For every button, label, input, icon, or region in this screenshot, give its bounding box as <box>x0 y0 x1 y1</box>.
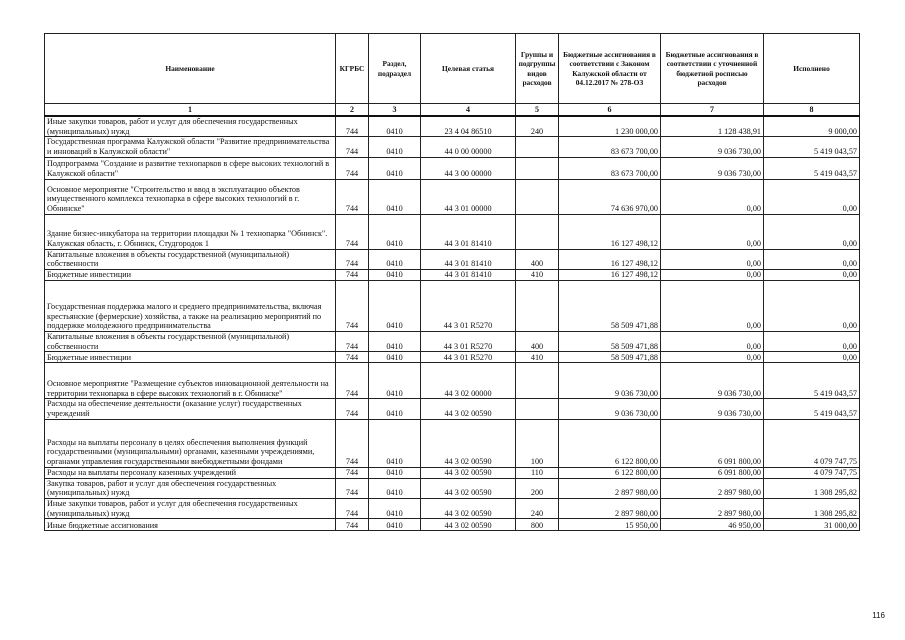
row-target-article: 44 3 01 R5270 <box>421 332 516 352</box>
row-expense-group <box>516 399 559 419</box>
row-section: 0410 <box>369 332 421 352</box>
row-executed: 0,00 <box>764 352 860 363</box>
header-row <box>45 34 860 104</box>
row-name: Иные закупки товаров, работ и услуг для обеспечения государственных (муниципальных) нужд <box>45 116 336 137</box>
row-law-allocation: 58 509 471,88 <box>559 332 661 352</box>
row-law-allocation: 15 950,00 <box>559 519 661 531</box>
budget-table <box>44 33 860 531</box>
row-target-article: 44 3 01 R5270 <box>421 352 516 363</box>
row-revised-allocation: 9 036 730,00 <box>661 363 764 399</box>
row-revised-allocation: 6 091 800,00 <box>661 419 764 467</box>
header-executed: Исполнено <box>764 34 860 104</box>
row-name: Закупка товаров, работ и услуг для обеспечения государственных (муниципальных) нужд <box>45 478 336 498</box>
row-expense-group: 400 <box>516 332 559 352</box>
row-name: Подпрограмма "Создание и развитие технопарков в сфере высоких технологий в Калужской области" <box>45 157 336 179</box>
row-expense-group <box>516 157 559 179</box>
row-name: Расходы на выплаты персоналу казенных учреждений <box>45 467 336 478</box>
row-kgrbs: 744 <box>336 281 369 332</box>
table-row <box>45 270 860 281</box>
row-executed: 9 000,00 <box>764 116 860 137</box>
row-kgrbs: 744 <box>336 363 369 399</box>
row-section: 0410 <box>369 419 421 467</box>
row-name: Капитальные вложения в объекты государственной (муниципальной) собственности <box>45 332 336 352</box>
row-target-article: 44 3 00 00000 <box>421 157 516 179</box>
row-executed: 5 419 043,57 <box>764 137 860 157</box>
row-revised-allocation: 9 036 730,00 <box>661 399 764 419</box>
row-expense-group: 110 <box>516 467 559 478</box>
table-row <box>45 363 860 399</box>
row-name: Иные бюджетные ассигнования <box>45 519 336 531</box>
row-revised-allocation: 2 897 980,00 <box>661 499 764 519</box>
row-executed: 0,00 <box>764 179 860 214</box>
row-revised-allocation: 0,00 <box>661 214 764 249</box>
header-name: Наименование <box>45 34 336 104</box>
column-number-row <box>45 104 860 117</box>
row-target-article: 44 3 02 00000 <box>421 363 516 399</box>
row-expense-group: 240 <box>516 116 559 137</box>
row-law-allocation: 2 897 980,00 <box>559 478 661 498</box>
row-executed: 5 419 043,57 <box>764 157 860 179</box>
row-section: 0410 <box>369 214 421 249</box>
row-kgrbs: 744 <box>336 478 369 498</box>
row-executed: 1 308 295,82 <box>764 499 860 519</box>
row-section: 0410 <box>369 270 421 281</box>
row-executed: 0,00 <box>764 332 860 352</box>
row-executed: 0,00 <box>764 281 860 332</box>
row-executed: 4 079 747,75 <box>764 419 860 467</box>
row-law-allocation: 9 036 730,00 <box>559 399 661 419</box>
column-number: 2 <box>336 104 369 117</box>
row-name: Здание бизнес-инкубатора на территории площадки № 1 технопарка "Обнинск". Калужская область, г. Обнинск, Студгородок 1 <box>45 214 336 249</box>
row-expense-group: 200 <box>516 478 559 498</box>
row-target-article: 44 3 01 81410 <box>421 249 516 269</box>
table-row <box>45 478 860 498</box>
table-row <box>45 249 860 269</box>
table-row <box>45 419 860 467</box>
row-kgrbs: 744 <box>336 332 369 352</box>
row-revised-allocation: 0,00 <box>661 332 764 352</box>
column-number: 3 <box>369 104 421 117</box>
row-law-allocation: 6 122 800,00 <box>559 467 661 478</box>
row-section: 0410 <box>369 352 421 363</box>
row-law-allocation: 6 122 800,00 <box>559 419 661 467</box>
row-executed: 0,00 <box>764 214 860 249</box>
row-revised-allocation: 46 950,00 <box>661 519 764 531</box>
row-law-allocation: 58 509 471,88 <box>559 352 661 363</box>
row-revised-allocation: 0,00 <box>661 352 764 363</box>
row-name: Бюджетные инвестиции <box>45 352 336 363</box>
row-name: Основное мероприятие "Строительство и ввод в эксплуатацию объектов имущественного комплекса технопарка в сфере высоких технологий в г. Обнинске" <box>45 179 336 214</box>
row-section: 0410 <box>369 281 421 332</box>
row-revised-allocation: 1 128 438,91 <box>661 116 764 137</box>
row-kgrbs: 744 <box>336 249 369 269</box>
row-name: Основное мероприятие "Размещение субъектов инновационной деятельности на территории технопарка в сфере высоких технологий в г. Обнинске" <box>45 363 336 399</box>
row-target-article: 44 3 02 00590 <box>421 399 516 419</box>
row-target-article: 44 0 00 00000 <box>421 137 516 157</box>
row-law-allocation: 2 897 980,00 <box>559 499 661 519</box>
row-name: Бюджетные инвестиции <box>45 270 336 281</box>
row-expense-group <box>516 281 559 332</box>
row-target-article: 44 3 02 00590 <box>421 467 516 478</box>
table-row <box>45 332 860 352</box>
row-executed: 1 308 295,82 <box>764 478 860 498</box>
row-target-article: 44 3 01 00000 <box>421 179 516 214</box>
row-expense-group: 100 <box>516 419 559 467</box>
row-kgrbs: 744 <box>336 399 369 419</box>
table-row <box>45 281 860 332</box>
column-number: 1 <box>45 104 336 117</box>
header-revised-allocations: Бюджетные ассигнования в соответствии с уточненной бюджетной росписью расходов <box>661 34 764 104</box>
table-row <box>45 179 860 214</box>
row-section: 0410 <box>369 363 421 399</box>
row-kgrbs: 744 <box>336 419 369 467</box>
page-number: 116 <box>872 611 885 620</box>
column-number: 5 <box>516 104 559 117</box>
row-kgrbs: 744 <box>336 270 369 281</box>
row-kgrbs: 744 <box>336 137 369 157</box>
row-target-article: 23 4 04 86510 <box>421 116 516 137</box>
row-revised-allocation: 2 897 980,00 <box>661 478 764 498</box>
row-revised-allocation: 9 036 730,00 <box>661 157 764 179</box>
row-expense-group: 410 <box>516 270 559 281</box>
row-kgrbs: 744 <box>336 467 369 478</box>
row-target-article: 44 3 02 00590 <box>421 419 516 467</box>
row-target-article: 44 3 01 81410 <box>421 214 516 249</box>
row-name: Расходы на обеспечение деятельности (оказание услуг) государственных учреждений <box>45 399 336 419</box>
row-revised-allocation: 0,00 <box>661 179 764 214</box>
row-kgrbs: 744 <box>336 157 369 179</box>
row-section: 0410 <box>369 519 421 531</box>
row-expense-group: 410 <box>516 352 559 363</box>
header-law-allocations: Бюджетные ассигнования в соответствии с Законом Калужской области от 04.12.2017 № 278-ОЗ <box>559 34 661 104</box>
row-target-article: 44 3 02 00590 <box>421 499 516 519</box>
row-expense-group <box>516 214 559 249</box>
row-kgrbs: 744 <box>336 214 369 249</box>
row-law-allocation: 58 509 471,88 <box>559 281 661 332</box>
column-number: 8 <box>764 104 860 117</box>
row-revised-allocation: 9 036 730,00 <box>661 137 764 157</box>
row-target-article: 44 3 02 00590 <box>421 519 516 531</box>
row-law-allocation: 74 636 970,00 <box>559 179 661 214</box>
row-section: 0410 <box>369 157 421 179</box>
table-row <box>45 467 860 478</box>
column-number: 7 <box>661 104 764 117</box>
row-expense-group: 800 <box>516 519 559 531</box>
row-revised-allocation: 0,00 <box>661 249 764 269</box>
table-row <box>45 214 860 249</box>
row-law-allocation: 16 127 498,12 <box>559 214 661 249</box>
row-law-allocation: 1 230 000,00 <box>559 116 661 137</box>
row-kgrbs: 744 <box>336 116 369 137</box>
row-target-article: 44 3 01 R5270 <box>421 281 516 332</box>
row-expense-group <box>516 137 559 157</box>
row-law-allocation: 83 673 700,00 <box>559 157 661 179</box>
row-expense-group <box>516 363 559 399</box>
table-row <box>45 157 860 179</box>
row-executed: 4 079 747,75 <box>764 467 860 478</box>
row-kgrbs: 744 <box>336 179 369 214</box>
row-section: 0410 <box>369 399 421 419</box>
column-number: 6 <box>559 104 661 117</box>
table-row <box>45 499 860 519</box>
table-row <box>45 352 860 363</box>
header-section: Раздел, подраздел <box>369 34 421 104</box>
header-kgrbs: КГРБС <box>336 34 369 104</box>
table-row <box>45 519 860 531</box>
row-kgrbs: 744 <box>336 352 369 363</box>
row-target-article: 44 3 02 00590 <box>421 478 516 498</box>
row-name: Капитальные вложения в объекты государственной (муниципальной) собственности <box>45 249 336 269</box>
row-name: Иные закупки товаров, работ и услуг для обеспечения государственных (муниципальных) нужд <box>45 499 336 519</box>
row-section: 0410 <box>369 467 421 478</box>
header-expense-group: Группы и подгруппы видов расходов <box>516 34 559 104</box>
column-number: 4 <box>421 104 516 117</box>
table-row <box>45 116 860 137</box>
row-kgrbs: 744 <box>336 519 369 531</box>
row-section: 0410 <box>369 179 421 214</box>
row-kgrbs: 744 <box>336 499 369 519</box>
table-row <box>45 399 860 419</box>
row-executed: 0,00 <box>764 249 860 269</box>
row-law-allocation: 9 036 730,00 <box>559 363 661 399</box>
row-name: Расходы на выплаты персоналу в целях обеспечения выполнения функций государственными (муниципальными) органами, казенными учреждениями, органами управления государственными внебюджетными фондами <box>45 419 336 467</box>
row-target-article: 44 3 01 81410 <box>421 270 516 281</box>
row-law-allocation: 16 127 498,12 <box>559 270 661 281</box>
row-name: Государственная поддержка малого и среднего предпринимательства, включая крестьянские (фермерские) хозяйства, а также на реализацию мероприятий по поддержке молодежного предпринимательства <box>45 281 336 332</box>
table-row <box>45 137 860 157</box>
row-executed: 5 419 043,57 <box>764 399 860 419</box>
row-executed: 31 000,00 <box>764 519 860 531</box>
row-section: 0410 <box>369 478 421 498</box>
header-target-article: Целевая статья <box>421 34 516 104</box>
row-section: 0410 <box>369 499 421 519</box>
row-law-allocation: 83 673 700,00 <box>559 137 661 157</box>
row-executed: 5 419 043,57 <box>764 363 860 399</box>
row-revised-allocation: 0,00 <box>661 281 764 332</box>
row-law-allocation: 16 127 498,12 <box>559 249 661 269</box>
row-executed: 0,00 <box>764 270 860 281</box>
row-section: 0410 <box>369 137 421 157</box>
row-section: 0410 <box>369 249 421 269</box>
row-name: Государственная программа Калужской области "Развитие предпринимательства и инноваций в Калужской области" <box>45 137 336 157</box>
row-expense-group <box>516 179 559 214</box>
row-revised-allocation: 0,00 <box>661 270 764 281</box>
row-expense-group: 240 <box>516 499 559 519</box>
row-section: 0410 <box>369 116 421 137</box>
row-revised-allocation: 6 091 800,00 <box>661 467 764 478</box>
row-expense-group: 400 <box>516 249 559 269</box>
